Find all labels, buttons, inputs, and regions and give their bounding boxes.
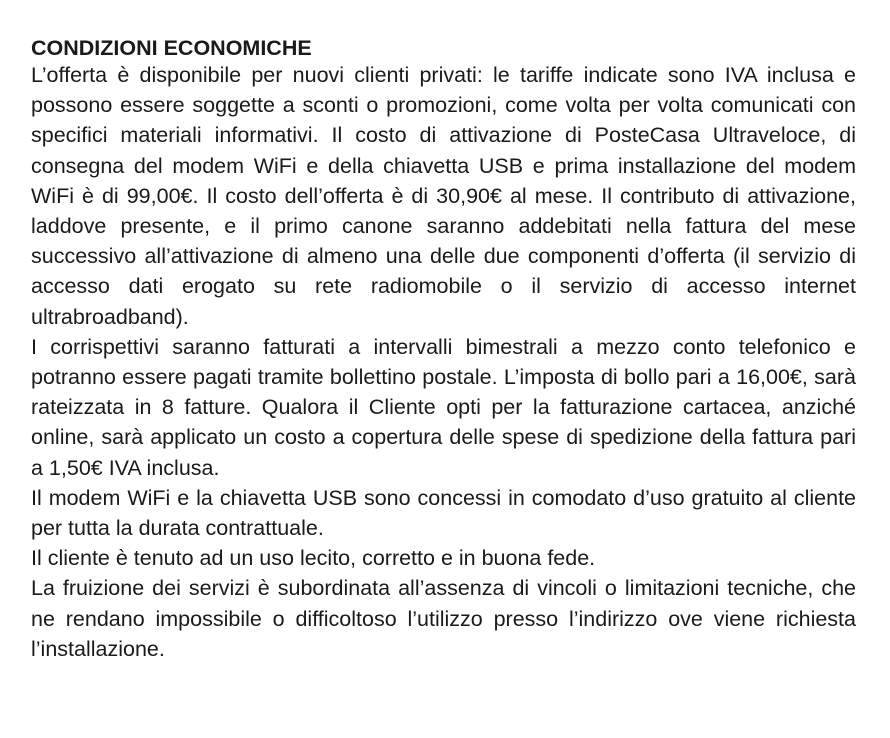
paragraph-modem-loan: Il modem WiFi e la chiavetta USB sono concessi in comodato d’uso gratuito al cliente per tutta la durata contrattuale.	[31, 485, 856, 541]
paragraph-fair-use: Il cliente è tenuto ad un uso lecito, corretto e in buona fede.	[31, 546, 596, 571]
paragraph-technical-limits: La fruizione dei servizi è subordinata all’assenza di vincoli o limitazioni tecniche, che ne rendano impossibile o difficoltoso l’utilizzo presso l’indirizzo ove viene richiesta l’installazione.	[31, 576, 856, 661]
paragraph-offer-costs: L’offerta è disponibile per nuovi clienti privati: le tariffe indicate sono IVA inclusa e possono essere soggette a sconti o promozioni, come volta per volta comunicati con specifici materiali informativi. Il costo di attivazione di PosteCasa Ultraveloce, di consegna del modem WiFi e della chiavetta USB e prima installazione del modem WiFi è di 99,00€. Il costo dell’offerta è di 30,90€ al mese. Il contributo di attivazione, laddove presente, e il primo canone saranno addebitati nella fattura del mese successivo all’attivazione di almeno una delle due componenti d’offerta (il servizio di accesso dati erogato su rete radiomobile o il servizio di accesso internet ultrabroadband).	[31, 63, 856, 329]
document-page	[31, 36, 856, 664]
paragraph-billing: I corrispettivi saranno fatturati a intervalli bimestrali a mezzo conto telefonico e potranno essere pagati tramite bollettino postale. L’imposta di bollo pari a 16,00€, sarà rateizzata in 8 fatture. Qualora il Cliente opti per la fatturazione cartacea, anziché online, sarà applicato un costo a copertura delle spese di spedizione della fattura pari a 1,50€ IVA inclusa.	[31, 334, 856, 480]
section-heading: CONDIZIONI ECONOMICHE	[31, 36, 312, 60]
